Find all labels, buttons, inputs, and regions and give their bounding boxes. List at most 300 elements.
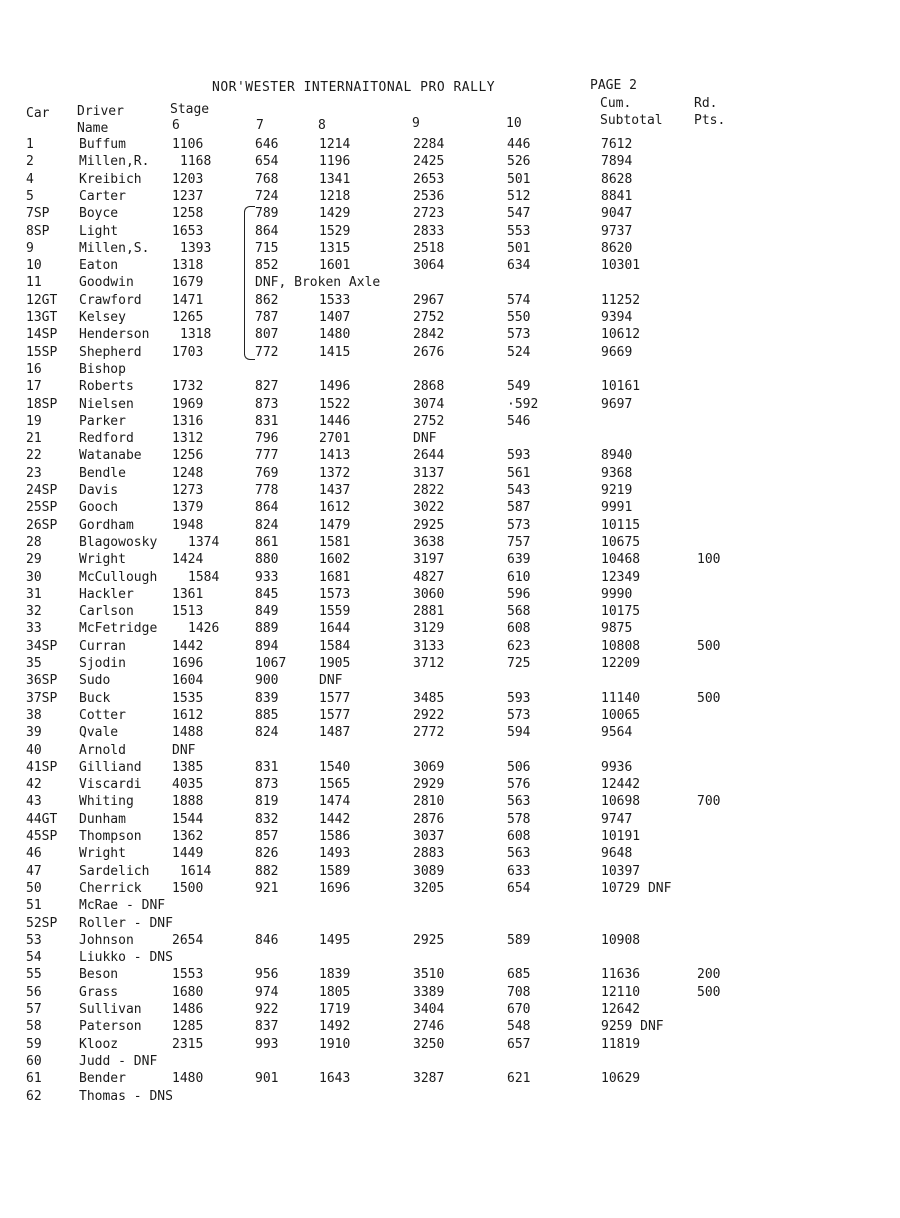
cell-cum: 12110 xyxy=(601,985,641,1000)
cell-s6: 1385 xyxy=(172,760,204,775)
cell-s10: 548 xyxy=(507,1019,531,1034)
cell-car: 44GT xyxy=(26,812,58,827)
cell-s8: 1495 xyxy=(319,933,351,948)
cell-s9: 2868 xyxy=(413,379,445,394)
cell-s9: 3205 xyxy=(413,881,445,896)
cell-s8: 1218 xyxy=(319,189,351,204)
cell-s7: 864 xyxy=(255,224,279,239)
cell-s8: DNF xyxy=(319,673,343,688)
cell-s8: 1612 xyxy=(319,500,351,515)
cell-cum: 10908 xyxy=(601,933,641,948)
cell-car: 26SP xyxy=(26,518,58,533)
cell-s10: 633 xyxy=(507,864,531,879)
cell-s8: 1429 xyxy=(319,206,351,221)
cell-cum: 10612 xyxy=(601,327,641,342)
cell-cum: 12349 xyxy=(601,570,641,585)
cell-s6: 1969 xyxy=(172,397,204,412)
cell-s9: 2883 xyxy=(413,846,445,861)
cell-cum: 9991 xyxy=(601,500,633,515)
cell-cum: 10397 xyxy=(601,864,641,879)
cell-s7: 846 xyxy=(255,933,279,948)
cell-name: Beson xyxy=(79,967,119,982)
cell-s10: ·592 xyxy=(507,397,539,412)
cell-car: 33 xyxy=(26,621,42,636)
cell-s7: 861 xyxy=(255,535,279,550)
cell-name: Bishop xyxy=(79,362,126,377)
cell-s8: 1487 xyxy=(319,725,351,740)
cell-s8: 1480 xyxy=(319,327,351,342)
cell-car: 21 xyxy=(26,431,42,446)
cell-cum: 10161 xyxy=(601,379,641,394)
cell-s7: 839 xyxy=(255,691,279,706)
cell-car: 45SP xyxy=(26,829,58,844)
cell-s6: 1424 xyxy=(172,552,204,567)
cell-s8: 1474 xyxy=(319,794,351,809)
cell-s10: 563 xyxy=(507,794,531,809)
cell-s7: 889 xyxy=(255,621,279,636)
cell-car: 2 xyxy=(26,154,34,169)
cell-s7: 845 xyxy=(255,587,279,602)
cell-name: Gooch xyxy=(79,500,119,515)
cell-s9: 2723 xyxy=(413,206,445,221)
cell-cum: 10675 xyxy=(601,535,641,550)
cell-car: 46 xyxy=(26,846,42,861)
cell-car: 37SP xyxy=(26,691,58,706)
cell-cum: 11819 xyxy=(601,1037,641,1052)
cell-car: 62 xyxy=(26,1089,42,1104)
header-car: Car xyxy=(26,106,50,121)
cell-s6: 1168 xyxy=(180,154,212,169)
cell-s7: 654 xyxy=(255,154,279,169)
cell-s6: 2315 xyxy=(172,1037,204,1052)
cell-s6: 1680 xyxy=(172,985,204,1000)
cell-s7: 873 xyxy=(255,777,279,792)
cell-name: Thomas - DNS xyxy=(79,1089,173,1104)
cell-s8: 1479 xyxy=(319,518,351,533)
cell-car: 40 xyxy=(26,743,42,758)
cell-name: Wright xyxy=(79,846,126,861)
cell-cum: 10191 xyxy=(601,829,641,844)
cell-s10: 550 xyxy=(507,310,531,325)
cell-s7: 827 xyxy=(255,379,279,394)
cell-s10: 506 xyxy=(507,760,531,775)
cell-s6: 1679 xyxy=(172,275,204,290)
cell-s7: 787 xyxy=(255,310,279,325)
cell-s7: 796 xyxy=(255,431,279,446)
cell-name: Watanabe xyxy=(79,448,142,463)
cell-s6: 1488 xyxy=(172,725,204,740)
cell-s9: 3060 xyxy=(413,587,445,602)
cell-car: 57 xyxy=(26,1002,42,1017)
cell-s6: 1513 xyxy=(172,604,204,619)
cell-s9: 2925 xyxy=(413,933,445,948)
cell-s9: 3197 xyxy=(413,552,445,567)
cell-s10: 524 xyxy=(507,345,531,360)
cell-name: Kelsey xyxy=(79,310,126,325)
cell-s8: 1839 xyxy=(319,967,351,982)
header-pts-2: Pts. xyxy=(694,113,726,128)
cell-car: 4 xyxy=(26,172,34,187)
cell-s9: 3074 xyxy=(413,397,445,412)
cell-s10: 549 xyxy=(507,379,531,394)
cell-s7: 974 xyxy=(255,985,279,1000)
cell-name: Goodwin xyxy=(79,275,134,290)
cell-s9: 2752 xyxy=(413,310,445,325)
cell-car: 38 xyxy=(26,708,42,723)
cell-s9: 3510 xyxy=(413,967,445,982)
cell-s7: 824 xyxy=(255,725,279,740)
cell-s8: 1586 xyxy=(319,829,351,844)
cell-s9: 2833 xyxy=(413,224,445,239)
cell-car: 52SP xyxy=(26,916,58,931)
cell-car: 59 xyxy=(26,1037,42,1052)
cell-cum: 9697 xyxy=(601,397,633,412)
cell-cum: 8620 xyxy=(601,241,633,256)
header-driver: Driver xyxy=(77,104,124,119)
cell-car: 29 xyxy=(26,552,42,567)
cell-s9: 3069 xyxy=(413,760,445,775)
cell-s6: 1258 xyxy=(172,206,204,221)
cell-s9: 2746 xyxy=(413,1019,445,1034)
cell-s8: 1643 xyxy=(319,1071,351,1086)
header-stage-7: 7 xyxy=(256,118,264,133)
cell-s9: 3485 xyxy=(413,691,445,706)
cell-s10: 623 xyxy=(507,639,531,654)
cell-name: Thompson xyxy=(79,829,142,844)
cell-s10: 501 xyxy=(507,241,531,256)
cell-pts: 200 xyxy=(697,967,721,982)
bracket-mark xyxy=(244,206,255,360)
cell-s6: 1553 xyxy=(172,967,204,982)
cell-car: 11 xyxy=(26,275,42,290)
cell-cum: 9394 xyxy=(601,310,633,325)
cell-name: Millen,R. xyxy=(79,154,150,169)
cell-s10: 512 xyxy=(507,189,531,204)
cell-s10: 608 xyxy=(507,829,531,844)
cell-s8: 1442 xyxy=(319,812,351,827)
cell-s10: 547 xyxy=(507,206,531,221)
cell-s8: 1805 xyxy=(319,985,351,1000)
cell-s10: 757 xyxy=(507,535,531,550)
cell-cum: 9737 xyxy=(601,224,633,239)
cell-s7: 772 xyxy=(255,345,279,360)
cell-name: McFetridge xyxy=(79,621,158,636)
cell-s8: 1565 xyxy=(319,777,351,792)
cell-cum: 9936 xyxy=(601,760,633,775)
cell-s9: 2772 xyxy=(413,725,445,740)
cell-name: Grass xyxy=(79,985,119,1000)
cell-s7: 819 xyxy=(255,794,279,809)
cell-name: Buck xyxy=(79,691,111,706)
cell-name: Kreibich xyxy=(79,172,142,187)
header-stage-6: 6 xyxy=(172,118,180,133)
cell-car: 50 xyxy=(26,881,42,896)
cell-s6: 1696 xyxy=(172,656,204,671)
cell-s8: 2701 xyxy=(319,431,351,446)
cell-name: Hackler xyxy=(79,587,134,602)
cell-s7: 837 xyxy=(255,1019,279,1034)
cell-name: Dunham xyxy=(79,812,126,827)
cell-s8: 1446 xyxy=(319,414,351,429)
cell-s9: 3133 xyxy=(413,639,445,654)
cell-s6: 1612 xyxy=(172,708,204,723)
cell-s8: 1529 xyxy=(319,224,351,239)
cell-cum: 10065 xyxy=(601,708,641,723)
cell-cum: 10175 xyxy=(601,604,641,619)
cell-s6: 1256 xyxy=(172,448,204,463)
cell-car: 36SP xyxy=(26,673,58,688)
cell-cum: 9564 xyxy=(601,725,633,740)
cell-s6: 1703 xyxy=(172,345,204,360)
cell-s6: 1106 xyxy=(172,137,204,152)
cell-s10: 568 xyxy=(507,604,531,619)
cell-name: Cotter xyxy=(79,708,126,723)
cell-name: Sullivan xyxy=(79,1002,142,1017)
cell-s6: 1237 xyxy=(172,189,204,204)
cell-s7: 864 xyxy=(255,500,279,515)
cell-cum: 9259 DNF xyxy=(601,1019,664,1034)
cell-name: Cherrick xyxy=(79,881,142,896)
cell-cum: 9219 xyxy=(601,483,633,498)
cell-cum: 7612 xyxy=(601,137,633,152)
cell-s6: 1426 xyxy=(188,621,220,636)
cell-car: 16 xyxy=(26,362,42,377)
cell-name: Johnson xyxy=(79,933,134,948)
cell-s7: 831 xyxy=(255,760,279,775)
cell-name: Roller - DNF xyxy=(79,916,173,931)
cell-s10: 526 xyxy=(507,154,531,169)
cell-name: Wright xyxy=(79,552,126,567)
cell-car: 7SP xyxy=(26,206,50,221)
cell-cum: 8628 xyxy=(601,172,633,187)
cell-s9: 2810 xyxy=(413,794,445,809)
cell-car: 53 xyxy=(26,933,42,948)
cell-name: Liukko - DNS xyxy=(79,950,173,965)
cell-s6: 1312 xyxy=(172,431,204,446)
cell-car: 14SP xyxy=(26,327,58,342)
cell-cum: 11252 xyxy=(601,293,641,308)
cell-s8: 1415 xyxy=(319,345,351,360)
cell-s8: 1589 xyxy=(319,864,351,879)
cell-s9: 2284 xyxy=(413,137,445,152)
cell-s9: 3022 xyxy=(413,500,445,515)
cell-s9: 2676 xyxy=(413,345,445,360)
cell-name: Blagowosky xyxy=(79,535,158,550)
cell-name: Sjodin xyxy=(79,656,126,671)
cell-cum: 8940 xyxy=(601,448,633,463)
cell-cum: 12442 xyxy=(601,777,641,792)
cell-cum: 11636 xyxy=(601,967,641,982)
cell-name: Bender xyxy=(79,1071,126,1086)
cell-s10: 596 xyxy=(507,587,531,602)
cell-car: 55 xyxy=(26,967,42,982)
cell-s6: 1614 xyxy=(180,864,212,879)
cell-s8: 1681 xyxy=(319,570,351,585)
cell-name: Curran xyxy=(79,639,126,654)
cell-s10: 594 xyxy=(507,725,531,740)
cell-pts: 500 xyxy=(697,985,721,1000)
cell-s7: 789 xyxy=(255,206,279,221)
cell-s7: 826 xyxy=(255,846,279,861)
cell-name: Nielsen xyxy=(79,397,134,412)
cell-name: Light xyxy=(79,224,119,239)
cell-name: Sudo xyxy=(79,673,111,688)
cell-s6: 1273 xyxy=(172,483,204,498)
cell-car: 61 xyxy=(26,1071,42,1086)
cell-s9: 2536 xyxy=(413,189,445,204)
cell-car: 13GT xyxy=(26,310,58,325)
cell-s8: 1372 xyxy=(319,466,351,481)
cell-s10: 634 xyxy=(507,258,531,273)
cell-s9: 2881 xyxy=(413,604,445,619)
cell-s6: 1265 xyxy=(172,310,204,325)
cell-name: Redford xyxy=(79,431,134,446)
cell-s7: 769 xyxy=(255,466,279,481)
cell-name: Henderson xyxy=(79,327,150,342)
cell-car: 12GT xyxy=(26,293,58,308)
cell-s10: 573 xyxy=(507,327,531,342)
cell-s9: 2752 xyxy=(413,414,445,429)
cell-s7: 768 xyxy=(255,172,279,187)
cell-s6: 1584 xyxy=(188,570,220,585)
cell-car: 60 xyxy=(26,1054,42,1069)
cell-s9: 2967 xyxy=(413,293,445,308)
cell-cum: 9368 xyxy=(601,466,633,481)
cell-name: Millen,S. xyxy=(79,241,150,256)
header-stage-8: 8 xyxy=(318,118,326,133)
cell-car: 42 xyxy=(26,777,42,792)
cell-s6: 1732 xyxy=(172,379,204,394)
cell-s7: 862 xyxy=(255,293,279,308)
cell-car: 23 xyxy=(26,466,42,481)
cell-s10: 608 xyxy=(507,621,531,636)
cell-s7: 778 xyxy=(255,483,279,498)
cell-s8: 1522 xyxy=(319,397,351,412)
cell-s10: 446 xyxy=(507,137,531,152)
cell-car: 28 xyxy=(26,535,42,550)
cell-pts: 100 xyxy=(697,552,721,567)
cell-s7: 956 xyxy=(255,967,279,982)
cell-s9: 3638 xyxy=(413,535,445,550)
cell-cum: 10729 DNF xyxy=(601,881,672,896)
cell-name: Boyce xyxy=(79,206,119,221)
cell-car: 54 xyxy=(26,950,42,965)
cell-s10: 553 xyxy=(507,224,531,239)
cell-car: 34SP xyxy=(26,639,58,654)
cell-s9: 2929 xyxy=(413,777,445,792)
cell-s9: 3712 xyxy=(413,656,445,671)
page-number: PAGE 2 xyxy=(590,78,637,93)
cell-s8: 1492 xyxy=(319,1019,351,1034)
cell-s6: 1203 xyxy=(172,172,204,187)
cell-pts: 500 xyxy=(697,639,721,654)
cell-s6: 1544 xyxy=(172,812,204,827)
cell-cum: 9669 xyxy=(601,345,633,360)
cell-s9: 2842 xyxy=(413,327,445,342)
cell-cum: 11140 xyxy=(601,691,641,706)
cell-s9: 3404 xyxy=(413,1002,445,1017)
cell-s8: 1584 xyxy=(319,639,351,654)
cell-s6: 1653 xyxy=(172,224,204,239)
cell-s10: 610 xyxy=(507,570,531,585)
cell-cum: 9875 xyxy=(601,621,633,636)
header-name: Name xyxy=(77,121,109,136)
cell-name: Bendle xyxy=(79,466,126,481)
cell-s7: 857 xyxy=(255,829,279,844)
cell-s8: 1602 xyxy=(319,552,351,567)
cell-s7: 724 xyxy=(255,189,279,204)
cell-s6: 4035 xyxy=(172,777,204,792)
cell-name: McRae - DNF xyxy=(79,898,166,913)
cell-s6: 1471 xyxy=(172,293,204,308)
cell-s8: 1577 xyxy=(319,691,351,706)
cell-s8: 1573 xyxy=(319,587,351,602)
cell-s9: 3287 xyxy=(413,1071,445,1086)
cell-name: McCullough xyxy=(79,570,158,585)
cell-s9: 3389 xyxy=(413,985,445,1000)
cell-s9: 2425 xyxy=(413,154,445,169)
cell-s8: 1407 xyxy=(319,310,351,325)
cell-s10: 563 xyxy=(507,846,531,861)
cell-s7: 993 xyxy=(255,1037,279,1052)
header-stage: Stage xyxy=(170,102,210,117)
cell-s10: 708 xyxy=(507,985,531,1000)
cell-cum: 9747 xyxy=(601,812,633,827)
cell-s10: 587 xyxy=(507,500,531,515)
cell-s8: 1644 xyxy=(319,621,351,636)
cell-car: 24SP xyxy=(26,483,58,498)
cell-s10: 593 xyxy=(507,691,531,706)
cell-s10: 725 xyxy=(507,656,531,671)
cell-s9: 3037 xyxy=(413,829,445,844)
cell-s8: 1214 xyxy=(319,137,351,152)
cell-s8: 1696 xyxy=(319,881,351,896)
cell-s10: 621 xyxy=(507,1071,531,1086)
cell-s8: 1540 xyxy=(319,760,351,775)
cell-s7: 1067 xyxy=(255,656,287,671)
cell-car: 30 xyxy=(26,570,42,585)
cell-name: Sardelich xyxy=(79,864,150,879)
header-stage-10: 10 xyxy=(506,116,522,131)
cell-cum: 10808 xyxy=(601,639,641,654)
cell-name: Eaton xyxy=(79,258,119,273)
cell-name: Viscardi xyxy=(79,777,142,792)
page-title: NOR'WESTER INTERNAITONAL PRO RALLY xyxy=(212,80,496,95)
cell-s8: 1581 xyxy=(319,535,351,550)
cell-s10: 576 xyxy=(507,777,531,792)
cell-cum: 12642 xyxy=(601,1002,641,1017)
cell-s10: 561 xyxy=(507,466,531,481)
cell-s6: 1316 xyxy=(172,414,204,429)
cell-cum: 7894 xyxy=(601,154,633,169)
cell-car: 25SP xyxy=(26,500,58,515)
cell-s7: 646 xyxy=(255,137,279,152)
cell-s6: 1500 xyxy=(172,881,204,896)
cell-cum: 8841 xyxy=(601,189,633,204)
cell-s7: 873 xyxy=(255,397,279,412)
cell-car: 10 xyxy=(26,258,42,273)
cell-s6: 1393 xyxy=(180,241,212,256)
cell-s6: 1374 xyxy=(188,535,220,550)
cell-s7: 921 xyxy=(255,881,279,896)
cell-s10: 593 xyxy=(507,448,531,463)
cell-s10: 543 xyxy=(507,483,531,498)
cell-name: Qvale xyxy=(79,725,119,740)
cell-s10: 654 xyxy=(507,881,531,896)
cell-s6: 1480 xyxy=(172,1071,204,1086)
cell-cum: 9047 xyxy=(601,206,633,221)
cell-s10: 657 xyxy=(507,1037,531,1052)
